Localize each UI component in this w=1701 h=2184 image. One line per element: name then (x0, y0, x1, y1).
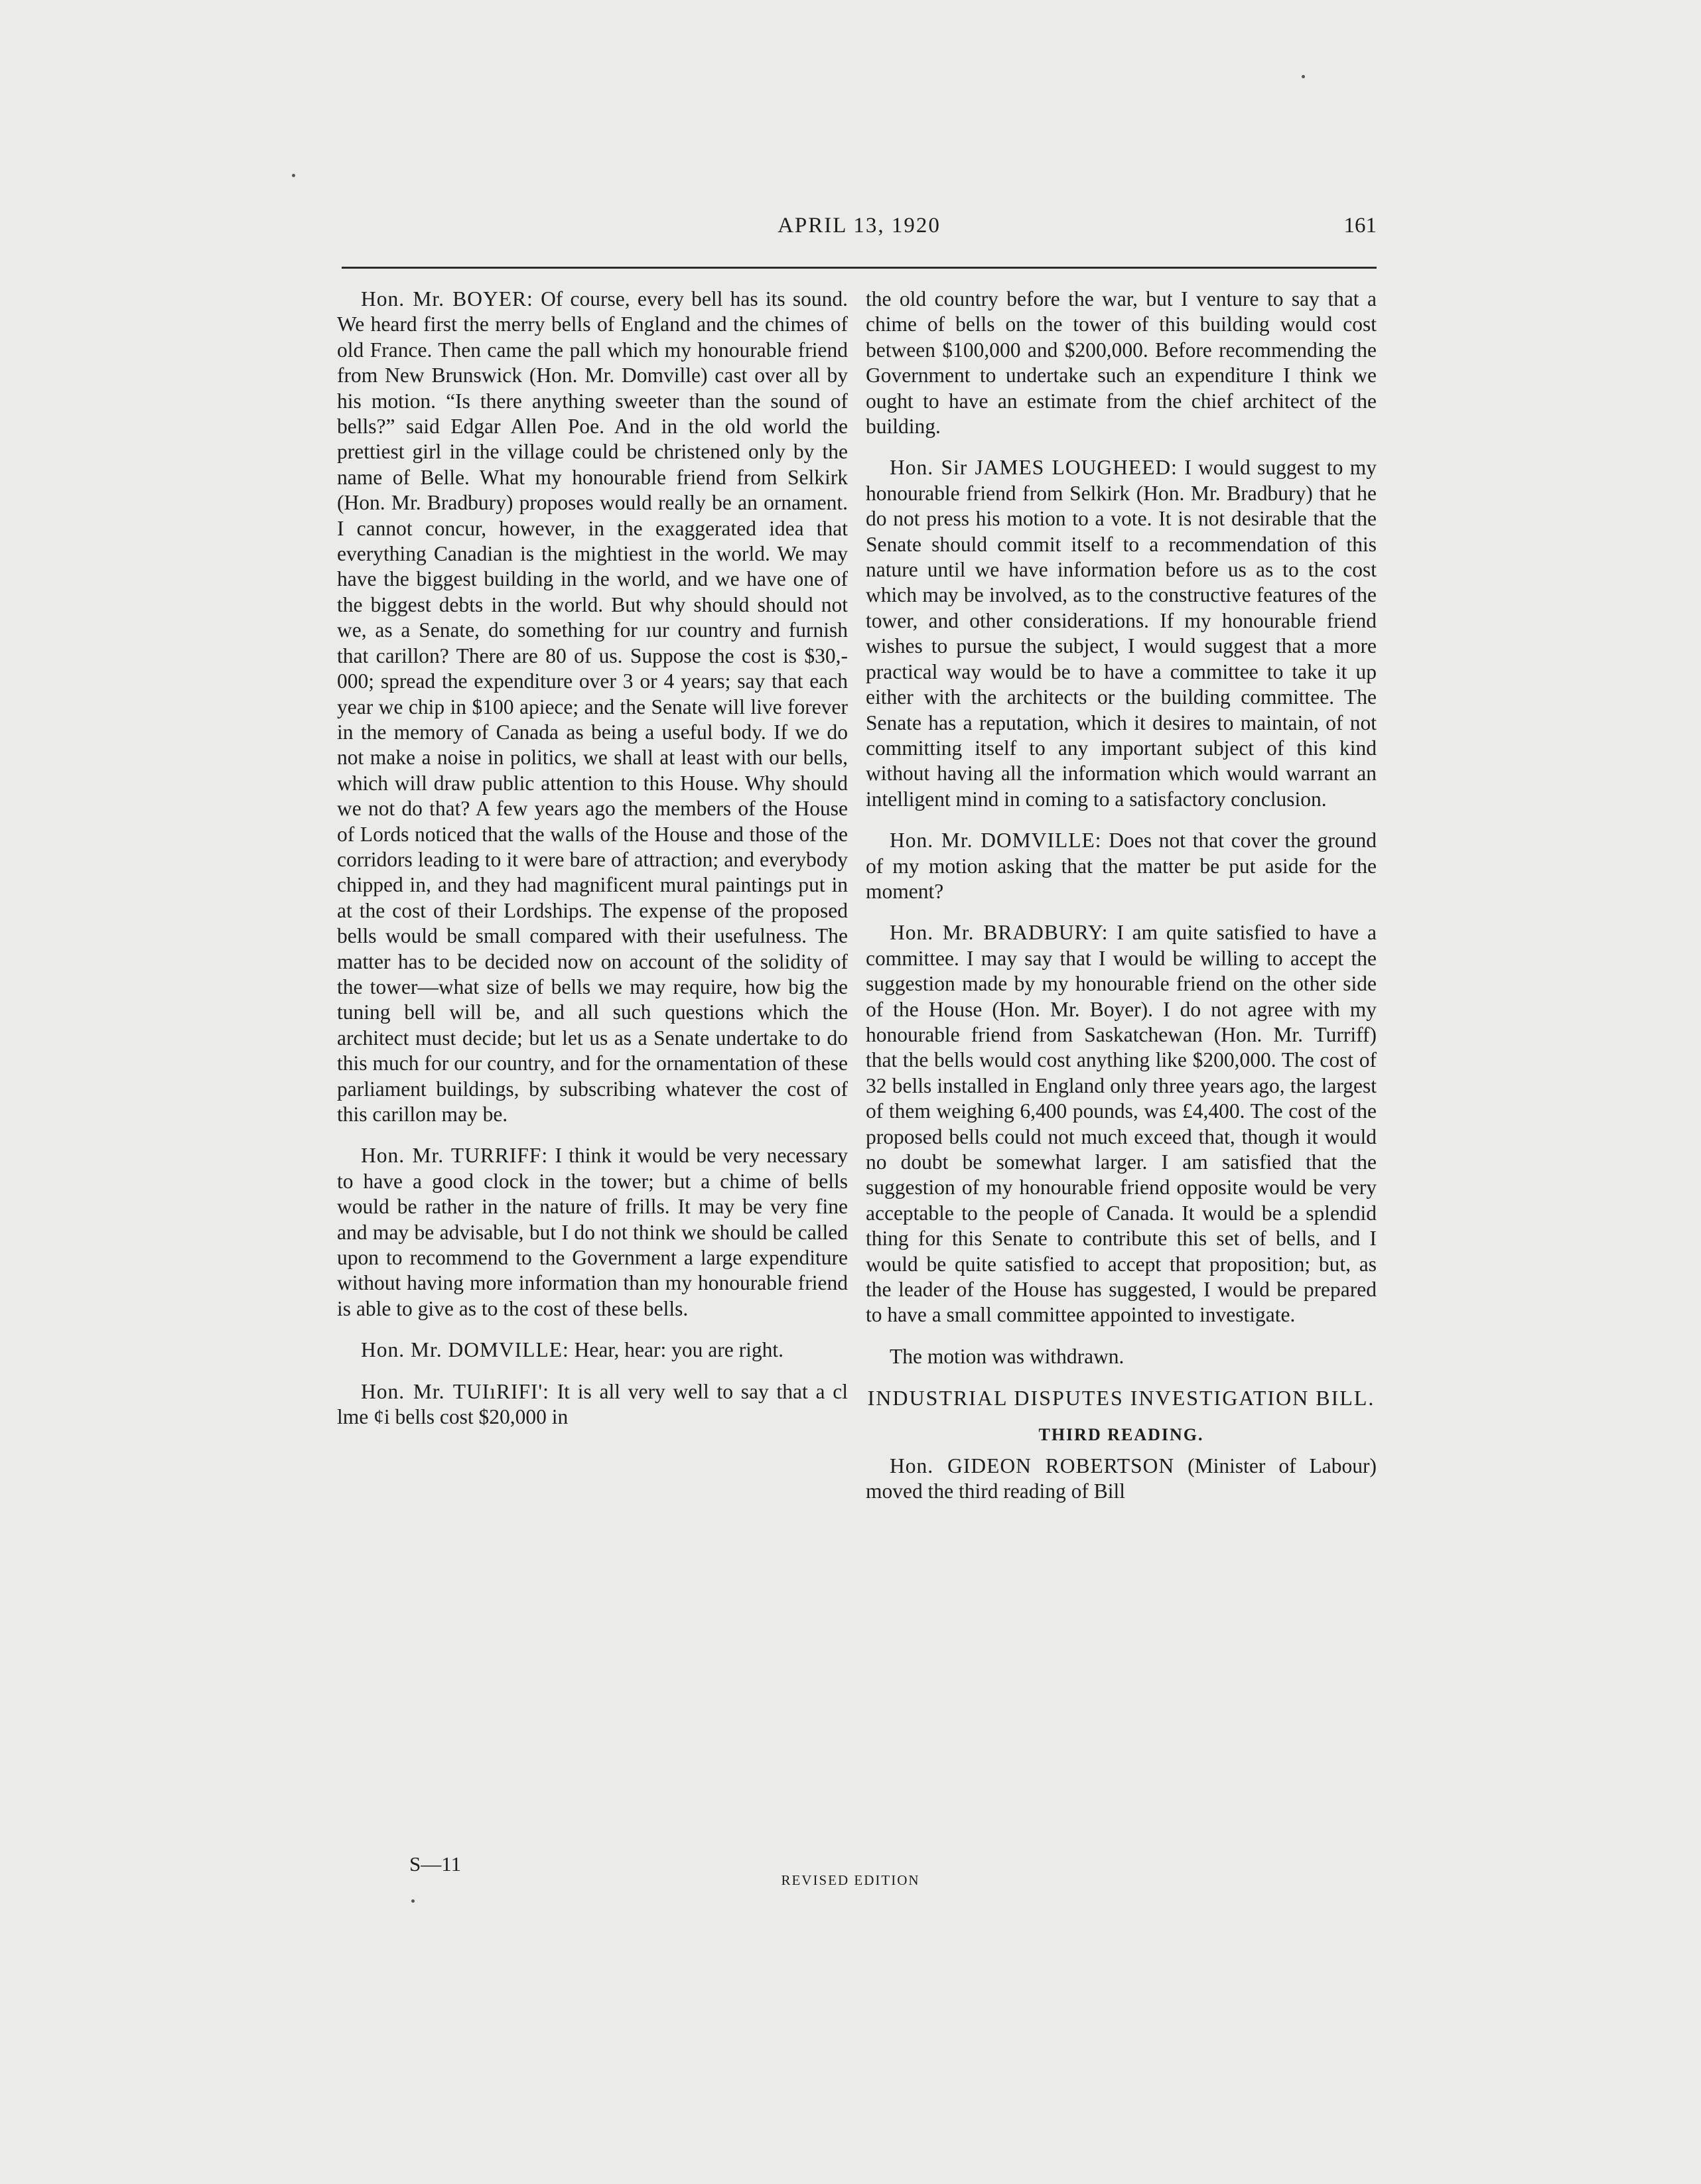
paragraph (337, 1143, 848, 1322)
section-subheading: THIRD READING. (1038, 1425, 1204, 1445)
header-rule (342, 267, 1377, 269)
paragraph-text: I think it would be very necessary to have a good clock in the tower; but a chime of bells would be rather in the nature of frills. It may be very fine and may be advisable, but I do not think we should be called upon to recommend to the Government a large expenditure without having more information than my honourable friend is able to give as to the cost of these bells. (337, 1144, 849, 1320)
left-column (337, 287, 848, 1446)
right-column (866, 287, 1377, 1520)
paragraph (337, 287, 848, 1127)
paragraph (337, 1379, 848, 1430)
paragraph-text: Hear, hear: you are right. (574, 1338, 783, 1362)
header-date: APRIL 13, 1920 (778, 214, 941, 238)
speaker-name: Hon. Mr. BOYER: (361, 287, 533, 310)
scan-speck (292, 174, 295, 177)
scan-speck (1302, 75, 1305, 78)
signature-mark: S—11 (409, 1852, 462, 1876)
paragraph-text: the old country before the war, but I venture to say that a chime of bells on the tower of this building would cost between $100,000 and $200,000. Before recommending the Government to undertake such an expenditure I think we ought to have an estimate from the chief architect of the building. (866, 287, 1377, 439)
footer-edition: REVISED EDITION (781, 1872, 920, 1888)
paragraph-text: I am quite satisfied to have a committee. I may say that I would be willing to accept the suggestion made by my honourable friend on the other side of the House (Hon. Mr. Boyer). I do not agree with my honourable friend from Saskatchewan (Hon. Mr. Turriff) that the bells would cost anything like $200,000. The cost of 32 bells installed in England only three years ago, the largest of them weighing 6,400 pounds, was £4,400. The cost of the proposed bells could not much exceed that, though it would no doubt be somewhat larger. I am satisfied that the suggestion of my honourable friend opposite would be very acceptable to the people of Canada. It would be a splendid thing for this Senate to contribute this set of bells, and I would be quite satisfied to accept that proposition; but, as the leader of the House has suggested, I would be prepared to have a small committee appointed to investigate. (866, 921, 1377, 1327)
paragraph (866, 920, 1377, 1328)
speaker-name: Hon. Mr. TUIıRIFI': (361, 1379, 549, 1403)
paragraph-text: (Minister of Labour) moved the third reading of Bill (866, 1454, 1377, 1503)
paragraph (866, 828, 1377, 904)
section-heading: INDUSTRIAL DISPUTES INVESTIGATION BILL. (867, 1386, 1375, 1410)
speaker-name: Hon. Mr. DOMVILLE: (361, 1338, 569, 1362)
paragraph-text: I would suggest to my honourable friend from Selkirk (Hon. Mr. Bradbury) that he do not press his motion to a vote. It is not desirable that the Senate should commit itself to a recommendation of this nature until we have information before us as to the cost which may be involved, as to the constructive features of the tower, and other considerations. If my honourable friend wishes to pursue the subject, I would suggest that a more practical way would be to have a committee to take it up either with the architects or the building committee. The Senate has a reputation, which it desires to maintain, of not committing itself to any important subject of this kind without having all the information which would warrant an intelligent mind in coming to a satisfactory conclusion. (866, 456, 1377, 811)
paragraph (866, 287, 1377, 439)
speaker-name: Hon. Mr. BRADBURY: (890, 921, 1109, 945)
paragraph-text: Of course, every bell has its sound. We heard first the merry bells of England and the chimes of old France. Then came the pall which my honourable friend from New Brunswick (Hon. Mr. Domville) cast over all by his motion. “Is there anything sweeter than the sound of bells?” said Edgar Allen Poe. And in the old world the prettiest girl in the village could be christened only by the name of Belle. What my honourable friend from Selkirk (Hon. Mr. Bradbury) proposes would really be an ornament. I cannot concur, however, in the exaggerated idea that everything Canadian is the mightiest in the world. We may have the biggest building in the world, and we have one of the biggest debts in the world. But why should should not we, as a Senate, do something for ıur country and furnish that carillon? There are 80 of us. Suppose the cost is $30,000; spread the expenditure over 3 or 4 years; say that each year we chip in $100 apiece; and the Senate will live forever in the memory of Canada as being a useful body. If we do not make a noise in politics, we shall at least with our bells, which will draw public attention to this House. Why should we not do that? A few years ago the members of the House of Lords noticed that the walls of the House and those of the corridors leading to it were bare of attraction; and everybody chipped in, and they had magnificent mural paintings put in at the cost of their Lordships. The expense of the proposed bells would be small compared with their usefulness. The matter has to be decided now on account of the solidity of the tower—what size of bells we may require, how big the tuning bell will be, and all such questions which the architect must decide; but let us as a Senate undertake to do this much for our country, and for the ornamentation of these parliament buildings, by subscribing whatever the cost of this carillon may be. (337, 287, 848, 1126)
scan-speck (411, 1899, 415, 1903)
paragraph-text: Does not that cover the ground of my motion asking that the matter be put aside for the moment? (866, 829, 1377, 903)
speaker-name: Hon. Mr. DOMVILLE: (890, 829, 1102, 853)
running-header (342, 214, 1377, 253)
paragraph-text: The motion was withdrawn. (890, 1344, 1124, 1368)
speaker-name: Hon. Mr. TURRIFF: (361, 1144, 549, 1168)
page-number: 161 (1343, 214, 1377, 238)
paragraph (866, 1454, 1377, 1505)
paragraph (866, 1344, 1377, 1369)
paragraph (337, 1337, 848, 1363)
paragraph-text: It is all very well to say that a cl lme ¢i bells cost $20,000 in (337, 1379, 849, 1429)
paragraph (866, 455, 1377, 812)
speaker-name: Hon. Sir JAMES LOUGHEED: (890, 456, 1178, 480)
speaker-name: Hon. GIDEON ROBERTSON (890, 1454, 1175, 1477)
